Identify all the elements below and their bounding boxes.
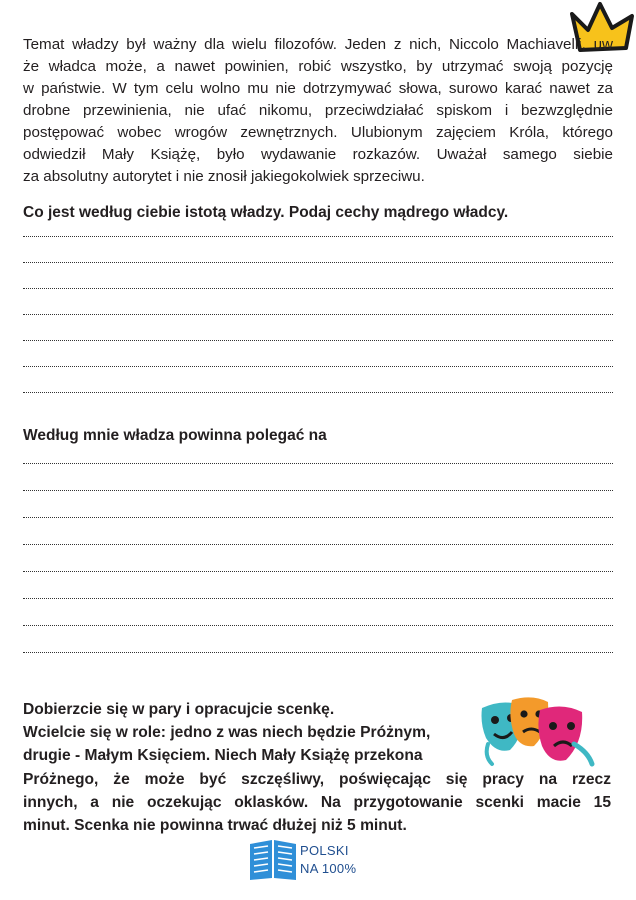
task-line: Próżnego, że może być szczęśliwy, poświęcając się pracy na rzecz <box>23 770 611 788</box>
answer-line[interactable] <box>23 463 613 464</box>
intro-paragraph <box>23 34 613 188</box>
answer-line[interactable] <box>23 340 613 341</box>
question-essence-of-power: Co jest według ciebie istotą władzy. Podaj cechy mądrego władcy. <box>23 204 509 221</box>
answer-line[interactable] <box>23 288 613 289</box>
task-line: Dobierzcie się w pary i opracujcie scenkę. <box>23 701 335 718</box>
answer-line[interactable] <box>23 236 613 237</box>
logo-line-2: NA 100% <box>300 861 357 876</box>
intro-line: w państwie. W tym celu wolno mu nie dotrzymywać słowa, surowo karać nawet za <box>23 80 613 97</box>
task-line: innych, a nie oczekując oklasków. Na przygotowanie scenki macie 15 <box>23 793 611 811</box>
answer-line[interactable] <box>23 652 613 653</box>
task-paragraph <box>23 698 611 837</box>
intro-line: że władca może, a nawet powinien, robić wszystko, by utrzymać swoją pozycję <box>23 58 613 75</box>
task-line: minut. Scenka nie powinna trwać dłużej niż 5 minut. <box>23 817 407 835</box>
answer-line[interactable] <box>23 517 613 518</box>
answer-line[interactable] <box>23 314 613 315</box>
answer-line[interactable] <box>23 571 613 572</box>
answer-line[interactable] <box>23 625 613 626</box>
intro-line: postępować wobec wrogów zewnętrznych. Ulubionym zajęciem Króla, którego <box>23 124 613 141</box>
intro-line: za absolutny autorytet i nie znosił jakiegokolwiek sprzeciwu. <box>23 168 425 185</box>
question-power-should-be: Według mnie władza powinna polegać na <box>23 427 327 444</box>
answer-line[interactable] <box>23 490 613 491</box>
logo-text <box>300 842 356 878</box>
answer-line[interactable] <box>23 598 613 599</box>
answer-line[interactable] <box>23 366 613 367</box>
logo-line-1: POLSKI <box>300 843 349 858</box>
intro-line: drobne przewinienia, nie ufać nikomu, przeciwdziałać spiskom i bezwzględnie <box>23 102 613 119</box>
intro-line: odwiedził Mały Książę, było wydawanie rozkazów. Uważał samego siebie <box>23 146 613 163</box>
task-line: drugie - Małym Księciem. Niech Mały Książę przekona <box>23 747 423 765</box>
intro-line: Temat władzy był ważny dla wielu filozofów. Jeden z nich, Niccolo Machiavelli, uw <box>23 36 613 53</box>
task-line: Wcielcie się w role: jedno z was niech będzie Próżnym, <box>23 724 431 742</box>
answer-line[interactable] <box>23 262 613 263</box>
answer-line[interactable] <box>23 544 613 545</box>
answer-line[interactable] <box>23 392 613 393</box>
